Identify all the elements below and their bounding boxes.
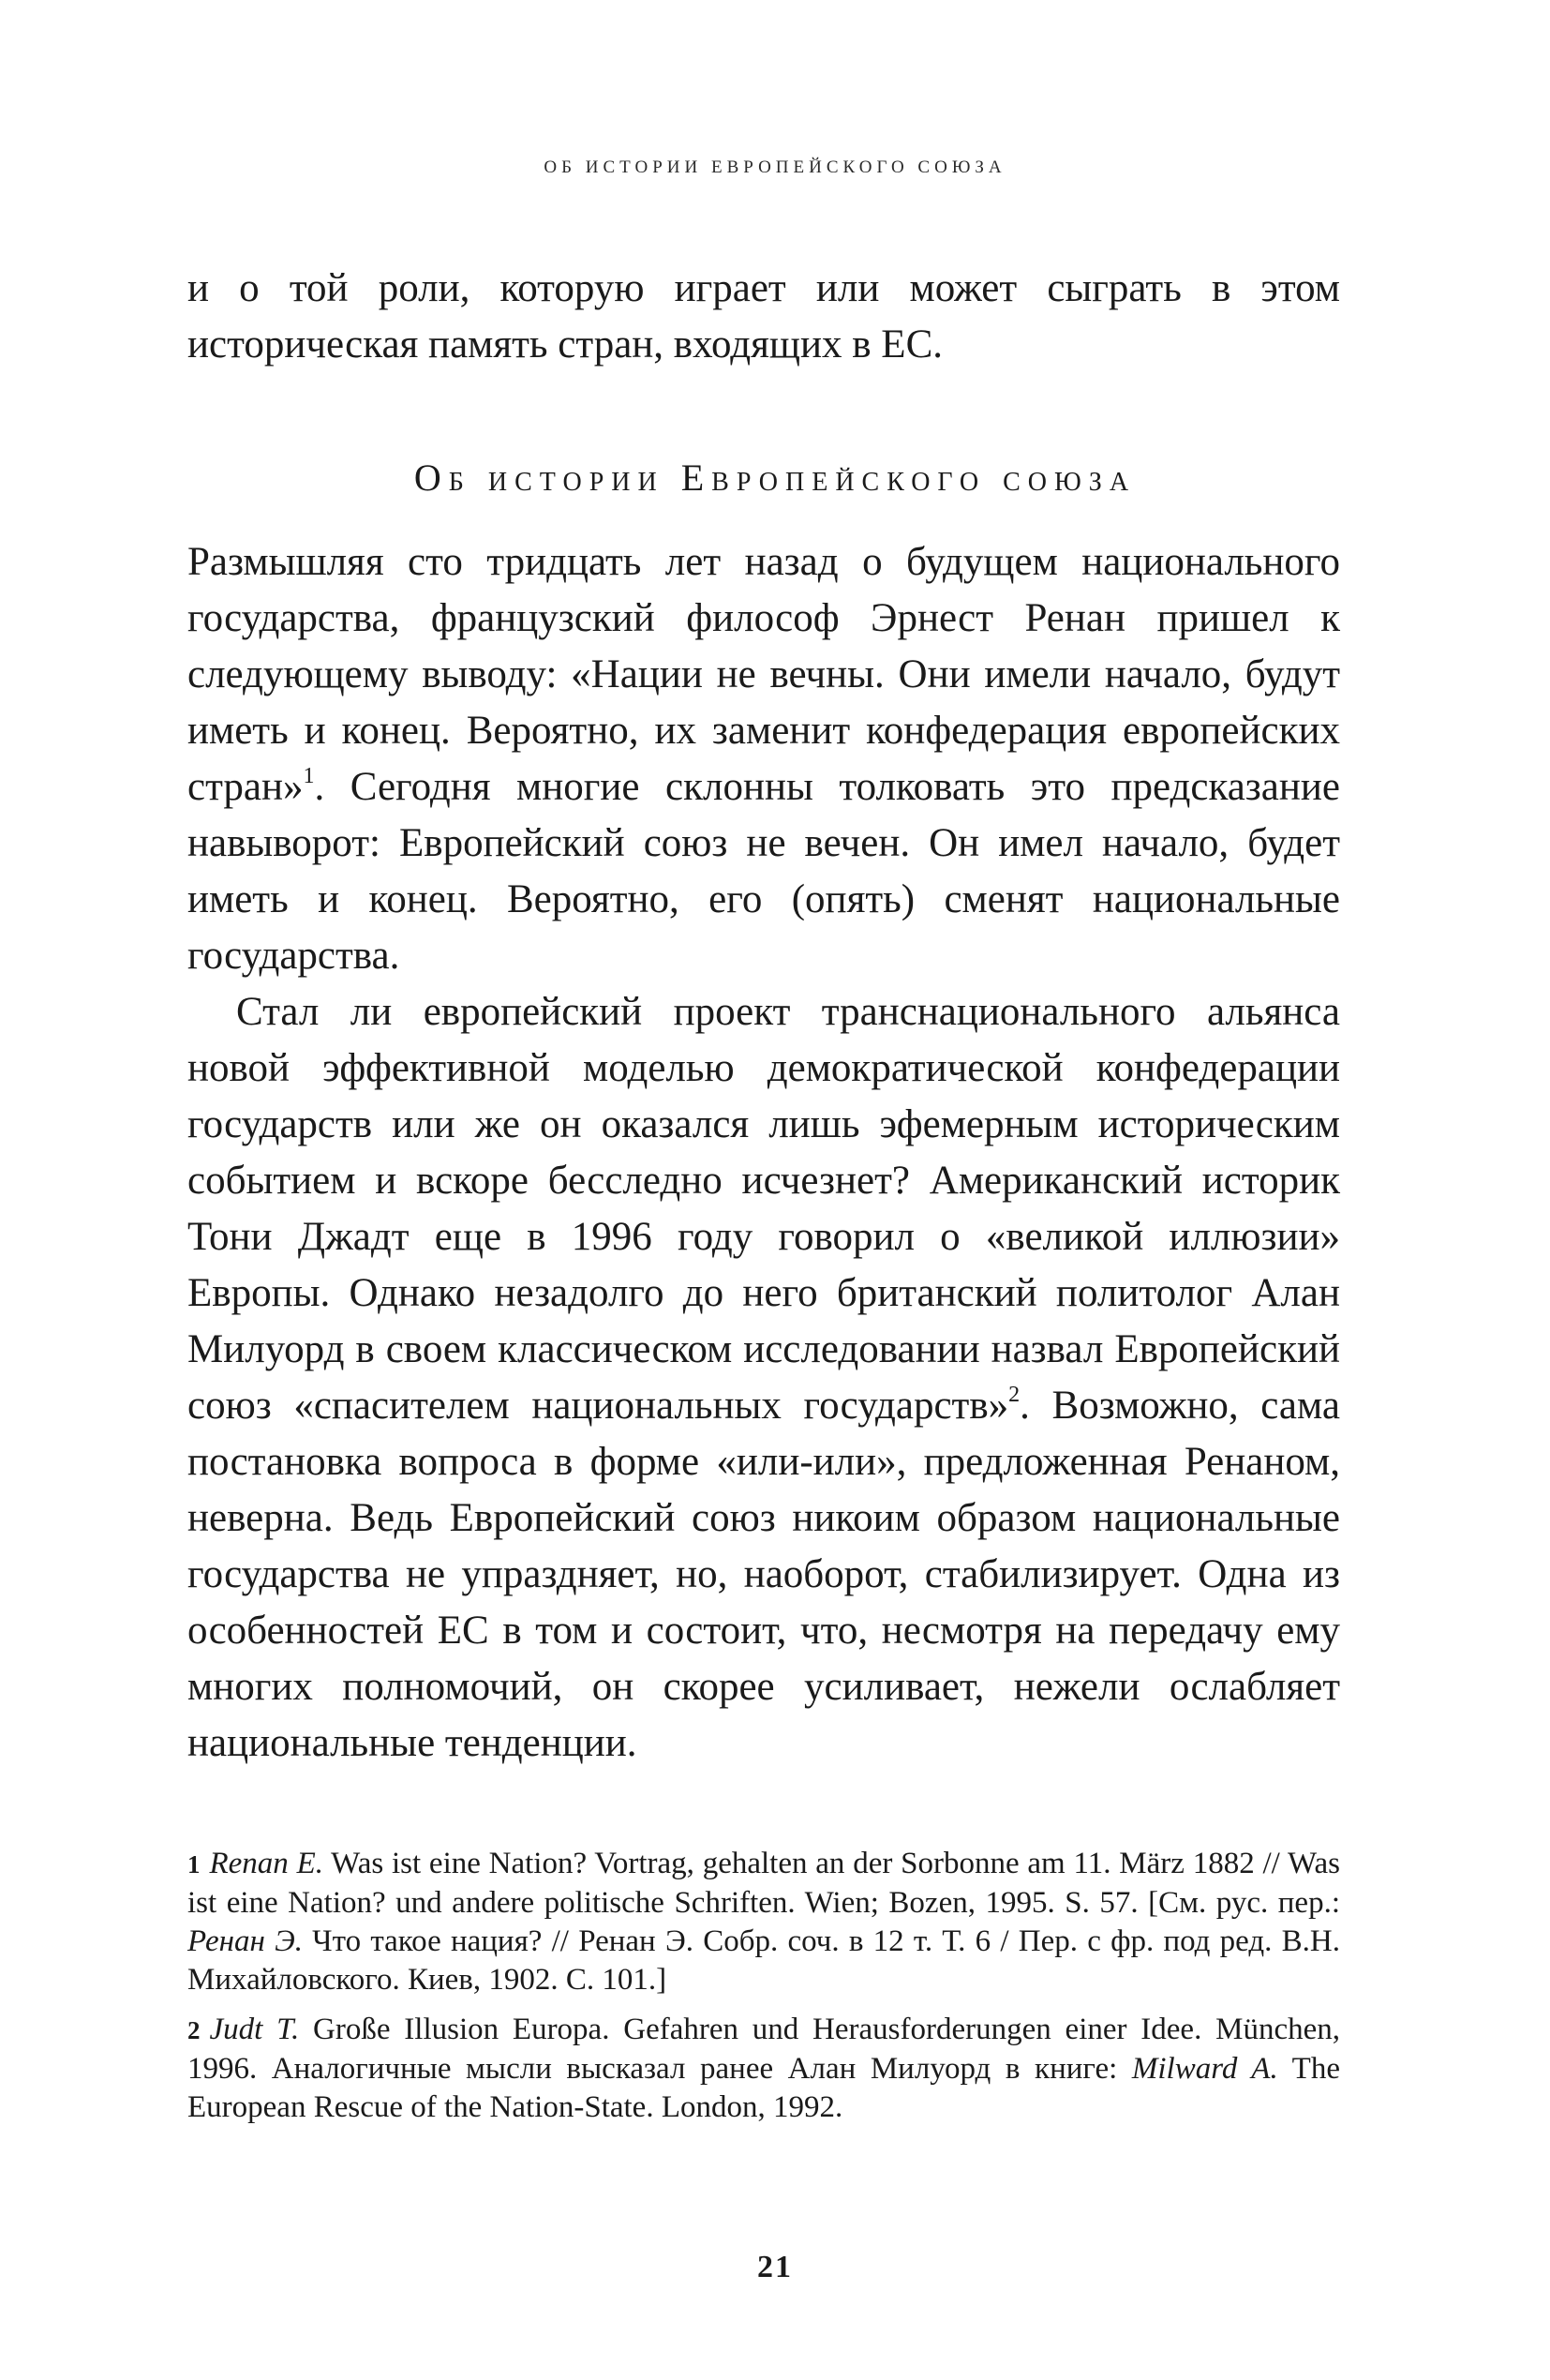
running-header: ОБ ИСТОРИИ ЕВРОПЕЙСКОГО СОЮЗА [544, 157, 1006, 177]
footnote-2 [187, 2011, 1340, 2127]
footnote-1-author: Renan E. [209, 1847, 323, 1880]
footnote-2-text-a: Große Illusion Europa. Gefahren und Herausforderungen einer Idee. München, 1996. Аналогичные мысли высказал ранее Алан Милуорд в книге: [187, 2013, 1340, 2086]
section-heading: Об истории Европейского союза [413, 457, 1137, 499]
footnote-ref-2[interactable]: 2 [1008, 1383, 1021, 1407]
paragraph-2 [187, 984, 1340, 1772]
footnotes [187, 1845, 1340, 2138]
paragraph-2-text-a: Стал ли европейский проект транснационального альянса новой эффективной моделью демократической конфедерации государств или же он оказался лишь эфемерным историческим событием и вскоре бесследно исчезнет? Американский историк Тони Джадт еще в 1996 году говорил о «великой иллюзии» Европы. Однако незадолго до него британский политолог Алан Милуорд в своем классическом исследовании назвал Европейский союз «спасителем национальных государств» [187, 990, 1340, 1428]
footnote-2-text-b: The European Rescue of the Nation-State. London, 1992. [187, 2052, 1340, 2124]
page-number: 21 [757, 2250, 793, 2284]
continuation-paragraph [187, 261, 1340, 373]
footnote-1-author-ru: Ренан Э. [187, 1924, 303, 1958]
paragraph-2-text-b: . Возможно, сама постановка вопроса в форме «или-или», предложенная Ренаном, неверна. Ведь Европейский союз никоим образом национальные государства не упраздняет, но, наоборот, стабилизирует. Одна из особенностей ЕС в том и состоит, что, несмотря на передачу ему многих полномочий, он скорее усиливает, нежели ослабляет национальные тенденции. [187, 1384, 1341, 1765]
footnote-2-author-2: Milward A. [1131, 2052, 1278, 2086]
paragraph-1-text-b: . Сегодня многие склонны толковать это предсказание навыворот: Европейский союз не вечен. Он имел начало, будет иметь и конец. Вероятно, его (опять) сменят национальные государства. [187, 765, 1340, 978]
footnote-1-text-b: Что такое нация? // Ренан Э. Собр. соч. в 12 т. Т. 6 / Пер. с фр. под ред. В.Н. Михайловского. Киев, 1902. С. 101.] [187, 1924, 1340, 1997]
footnote-1-text-a: Was ist eine Nation? Vortrag, gehalten an der Sorbonne am 11. März 1882 // Was ist eine Nation? und andere politische Schriften. Wien; Bozen, 1995. S. 57. [См. рус. пер.: [187, 1847, 1340, 1920]
main-text [187, 534, 1340, 1772]
paragraph-1-text-a: Размышляя сто тридцать лет назад о будущем национального государства, французский философ Эрнест Ренан пришел к следующему выводу: «Нации не вечны. Они имели начало, будут иметь и конец. Вероятно, их заменит конфедерация европейских стран» [187, 540, 1340, 809]
paragraph-1 [187, 534, 1340, 984]
footnote-1-number: 1 [187, 1850, 201, 1879]
footnote-ref-1[interactable]: 1 [303, 764, 315, 788]
footnote-2-author: Judt T. [209, 2013, 300, 2046]
continuation-text: и о той роли, которую играет или может сыграть в этом историческая память стран, входящих в ЕС. [187, 266, 1340, 367]
footnote-2-number: 2 [187, 2016, 201, 2044]
footnote-1 [187, 1845, 1340, 1999]
